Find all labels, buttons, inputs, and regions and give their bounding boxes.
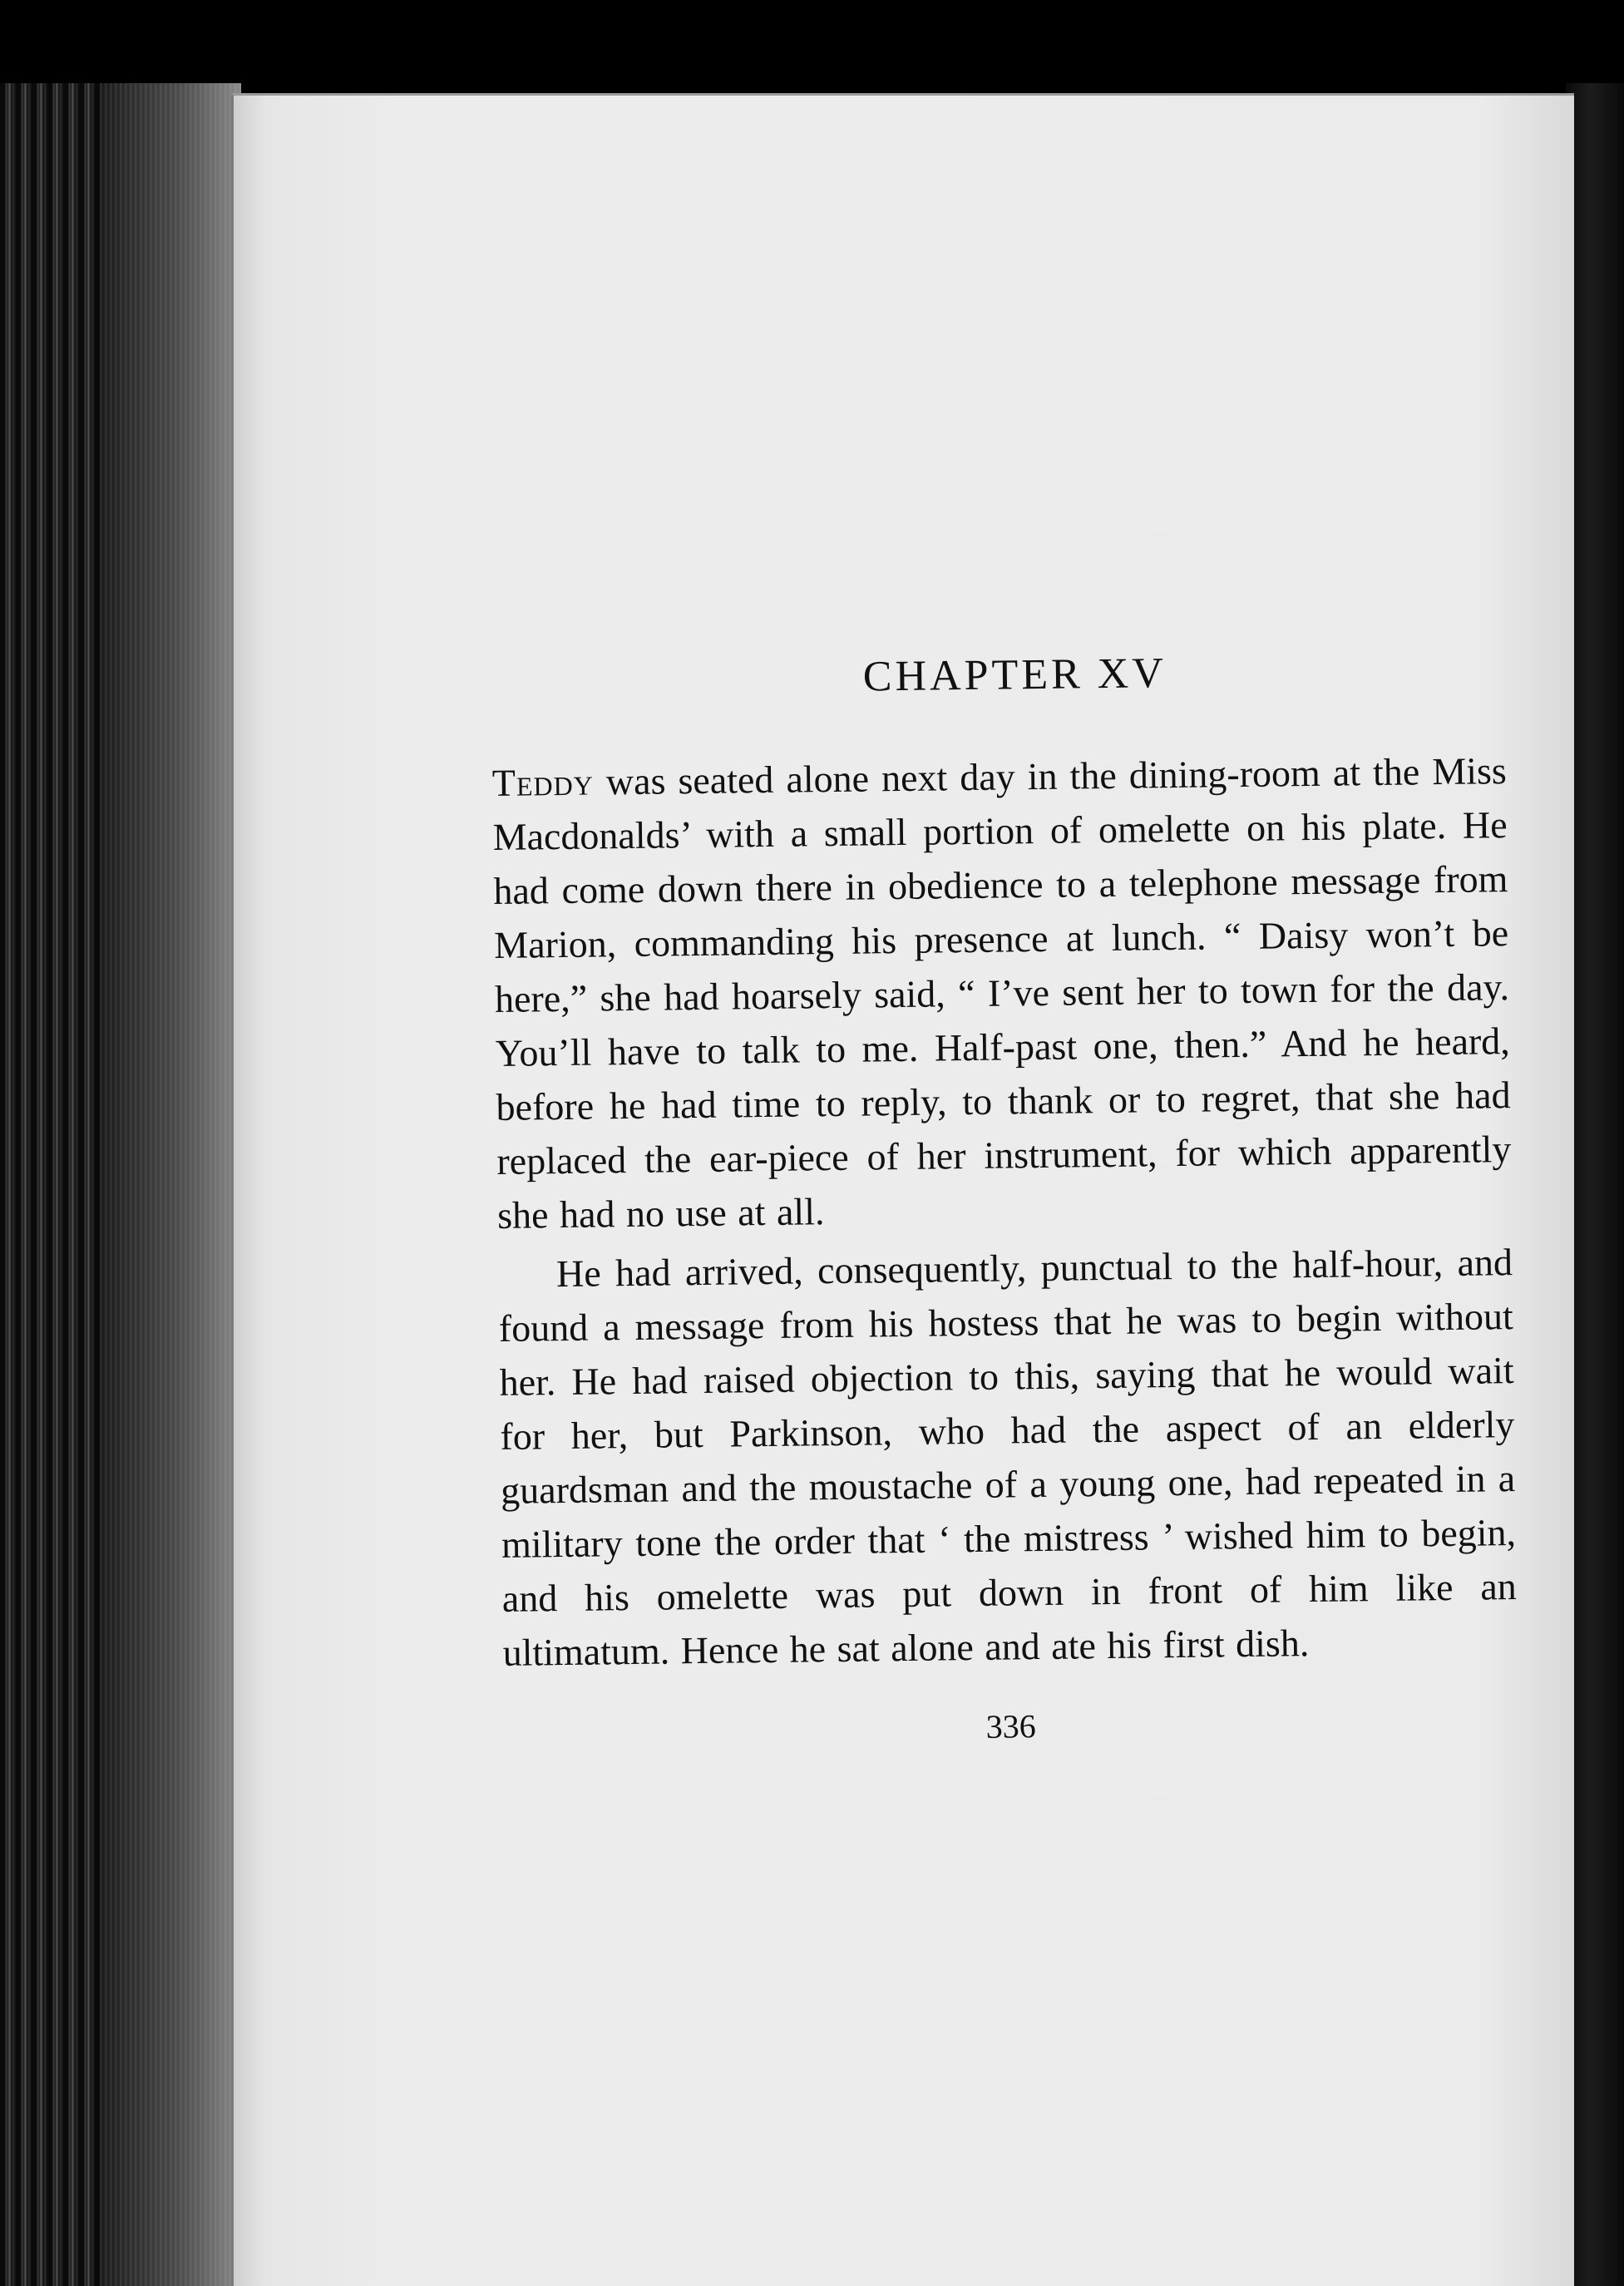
page-text-block (491, 644, 1518, 1752)
page-number: 336 (985, 1707, 1037, 1745)
book-page-edges (0, 83, 241, 2286)
scan-background (0, 0, 1624, 100)
paragraph-2: He had arrived, consequently, punctual to the half-hour, and found a message from his hostess that he was to begin without her. He had raised objection to this, saying that he would wait for her, but Parkinson, who had the aspect of an elderly guardsman and the moustache of a young one, had repeated in a military tone the order that ‘ the mistress ’ wished him to begin, and his omelette was put down in front of him like an ultimatum. Hence he sat alone and ate his first dish. (498, 1241, 1518, 1674)
paragraph-1-lead-word: Teddy (491, 760, 595, 804)
facing-page-edge (1566, 83, 1624, 2286)
chapter-heading: CHAPTER XV (862, 649, 1167, 701)
paragraph-1-text: was seated alone next day in the dining-room at the Miss Macdonalds’ with a small portion of omelette on his plate. He had come down there in obedience to a telephone message from Marion, commanding his presence at lunch. “ Daisy won’t be here,” she had hoarsely said, “ I’ve sent her to town for the day. You’ll have to talk to me. Half-past one, then.” And he heard, before he had time to reply, to thank or to regret, that she had replaced the ear-piece of her instrument, for which apparently she had no use at all. (492, 749, 1512, 1237)
paragraph-1 (491, 743, 1512, 1242)
